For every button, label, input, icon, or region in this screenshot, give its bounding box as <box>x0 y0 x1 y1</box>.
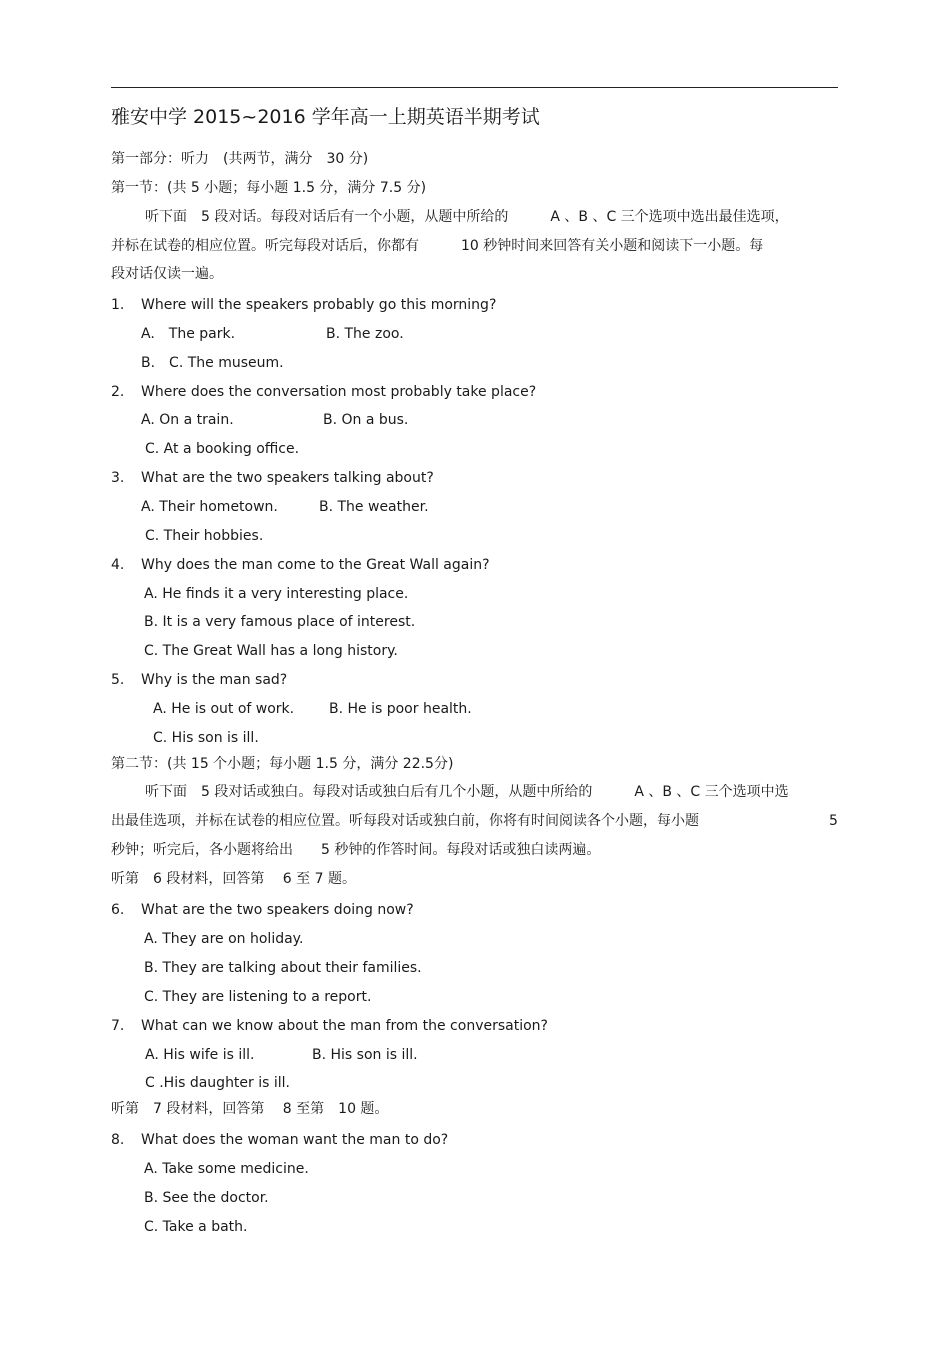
option-c: C. At a booking office. <box>145 441 300 457</box>
material-7-note: 听第 7 段材料，回答第 8 至第 10 题。 <box>111 1101 389 1117</box>
section1-instruction-2: 并标在试卷的相应位置。听完每段对话后，你都有 10 秒钟时间来回答有关小题和阅读下一小题。每 <box>111 238 764 254</box>
page-title: 雅安中学 2015~2016 学年高一上期英语半期考试 <box>111 106 540 128</box>
option-a: A. Take some medicine. <box>144 1161 309 1177</box>
option-c: C .His daughter is ill. <box>145 1075 290 1091</box>
option-c: C. His son is ill. <box>153 730 259 746</box>
section2-instruction-2-number: 5 <box>829 813 838 829</box>
option-b: B. The weather. <box>319 499 429 515</box>
question-number: 5. <box>111 672 125 688</box>
question-number: 4. <box>111 557 125 573</box>
question-number: 8. <box>111 1132 125 1148</box>
question-text: What are the two speakers talking about? <box>141 470 434 486</box>
option-a: A. The park. <box>141 326 236 342</box>
section2-instruction-2: 出最佳选项，并标在试卷的相应位置。听每段对话或独白前，你将有时间阅读各个小题，每小题 <box>111 813 699 829</box>
option-b: B. He is poor health. <box>329 701 472 717</box>
question-number: 2. <box>111 384 125 400</box>
part1-heading: 第一部分：听力 (共两节，满分 30 分) <box>111 151 369 167</box>
option-a: A. His wife is ill. <box>145 1047 255 1063</box>
question-number: 1. <box>111 297 125 313</box>
section2-heading: 第二节：(共 15 个小题；每小题 1.5 分，满分 22.5分) <box>111 756 454 772</box>
question-text: What are the two speakers doing now? <box>141 902 414 918</box>
option-a: A. On a train. <box>141 412 234 428</box>
question-number: 7. <box>111 1018 125 1034</box>
option-b: B. On a bus. <box>323 412 409 428</box>
question-text: Where does the conversation most probably take place? <box>141 384 537 400</box>
option-b: B. See the doctor. <box>144 1190 269 1206</box>
option-c: C. The Great Wall has a long history. <box>144 643 398 659</box>
section1-instruction-3: 段对话仅读一遍。 <box>111 266 223 282</box>
question-number: 3. <box>111 470 125 486</box>
question-text: Why is the man sad? <box>141 672 288 688</box>
option-c: C. They are listening to a report. <box>144 989 372 1005</box>
option-b: B. His son is ill. <box>312 1047 418 1063</box>
section2-instruction-3: 秒钟；听完后，各小题将给出 5 秒钟的作答时间。每段对话或独白读两遍。 <box>111 842 601 858</box>
option-b: B. The zoo. <box>326 326 404 342</box>
option-b: B. They are talking about their families. <box>144 960 422 976</box>
question-text: Why does the man come to the Great Wall again? <box>141 557 490 573</box>
top-rule <box>111 87 838 88</box>
section2-instruction-1: 听下面 5 段对话或独白。每段对话或独白后有几个小题，从题中所给的 A 、B 、C 三个选项中选 <box>145 784 789 800</box>
option-a: A. Their hometown. <box>141 499 278 515</box>
option-c: C. Take a bath. <box>144 1219 248 1235</box>
question-text: What does the woman want the man to do? <box>141 1132 449 1148</box>
option-a: A. He finds it a very interesting place. <box>144 586 409 602</box>
option-c: C. Their hobbies. <box>145 528 264 544</box>
question-text: Where will the speakers probably go this morning? <box>141 297 497 313</box>
question-text: What can we know about the man from the conversation? <box>141 1018 548 1034</box>
section1-instruction-1: 听下面 5 段对话。每段对话后有一个小题，从题中所给的 A 、B 、C 三个选项中选出最佳选项， <box>145 209 789 225</box>
material-6-note: 听第 6 段材料，回答第 6 至 7 题。 <box>111 871 356 887</box>
section1-heading: 第一节：(共 5 小题；每小题 1.5 分，满分 7.5 分) <box>111 180 427 196</box>
question-number: 6. <box>111 902 125 918</box>
option-c: B. C. The museum. <box>141 355 284 371</box>
option-a: A. They are on holiday. <box>144 931 304 947</box>
option-b: B. It is a very famous place of interest. <box>144 614 416 630</box>
option-a: A. He is out of work. <box>153 701 295 717</box>
